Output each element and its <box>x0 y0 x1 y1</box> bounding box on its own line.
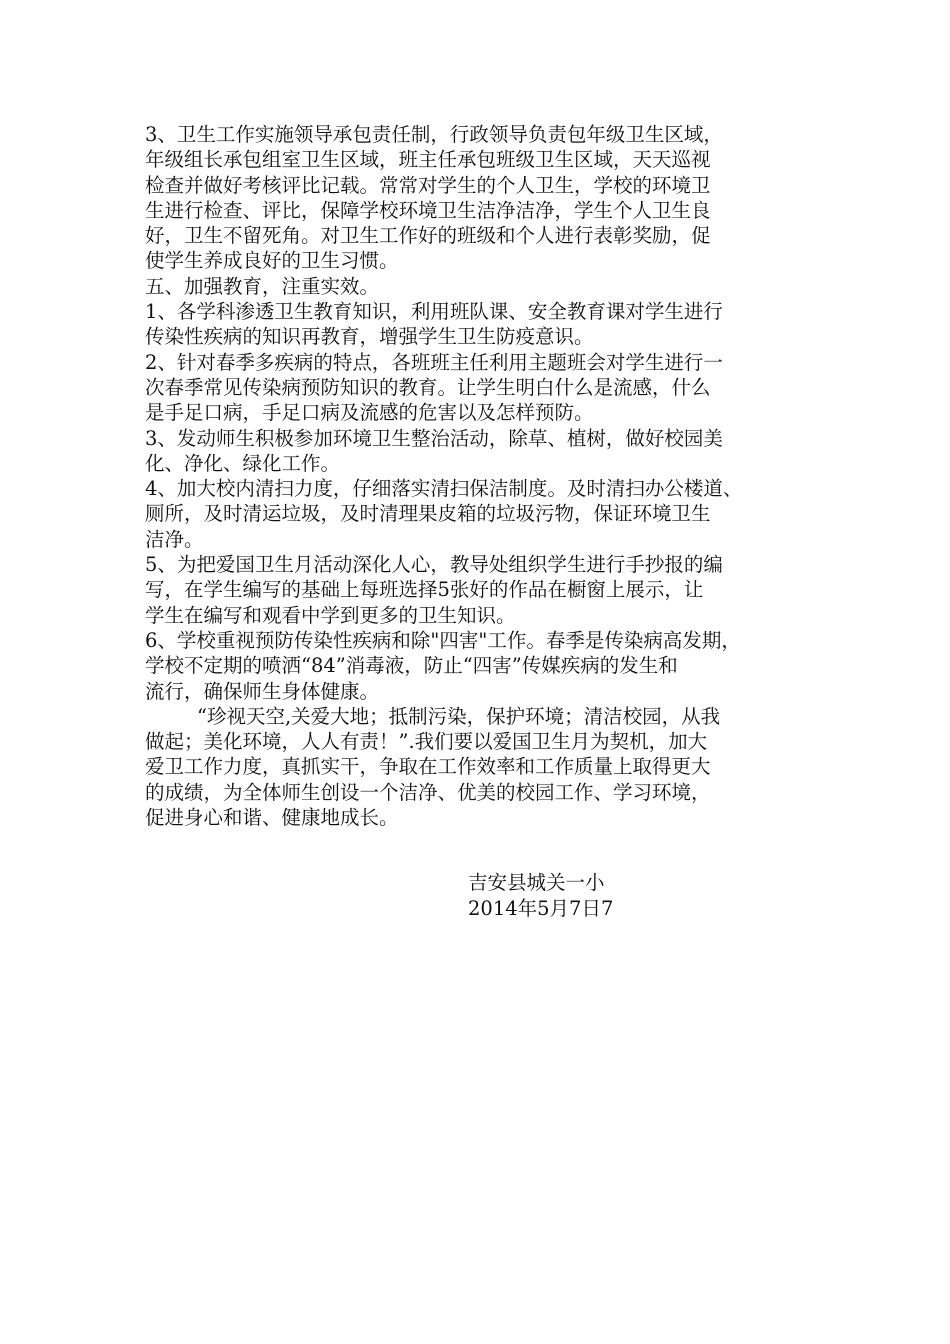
text-line: 好，卫生不留死角。对卫生工作好的班级和个人进行表彰奖励，促 <box>145 224 711 248</box>
text-line: 的成绩，为全体师生创设一个洁净、优美的校园工作、学习环境， <box>145 780 711 804</box>
signature-block <box>468 870 613 922</box>
text-line: 化、净化、绿化工作。 <box>145 451 341 475</box>
section-heading: 五、加强教育，注重实效。 <box>145 274 380 298</box>
text-line: 次春季常见传染病预防知识的教育。让学生明白什么是流感，什么 <box>145 375 711 399</box>
text-line: 3、卫生工作实施领导承包责任制，行政领导负责包年级卫生区域， <box>145 123 723 146</box>
text-line: 1、各学科渗透卫生教育知识，利用班队课、安全教育课对学生进行 <box>145 300 723 324</box>
text-line: 2、针对春季多疾病的特点，各班班主任利用主题班会对学生进行一 <box>145 350 723 374</box>
document-body <box>145 122 825 830</box>
text-line: 使学生养成良好的卫生习惯。 <box>145 249 399 273</box>
text-line: 流行，确保师生身体健康。 <box>145 679 380 703</box>
text-line: 厕所，及时清运垃圾，及时清理果皮箱的垃圾污物，保证环境卫生 <box>145 502 711 526</box>
text-line: 检查并做好考核评比记载。常常对学生的个人卫生，学校的环境卫 <box>145 173 711 197</box>
text-line: 学生在编写和观看中学到更多的卫生知识。 <box>145 603 516 627</box>
text-line: 促进身心和谐、健康地成长。 <box>145 806 399 830</box>
text-line: 5、为把爱国卫生月活动深化人心，教导处组织学生进行手抄报的编 <box>145 553 723 577</box>
text-line: 年级组长承包组室卫生区域，班主任承包班级卫生区域，天天巡视 <box>145 148 711 172</box>
text-line: 学校不定期的喷洒“84”消毒液，防止“四害”传媒疾病的发生和 <box>145 654 678 678</box>
signature-date: 2014年5月7日7 <box>468 897 614 920</box>
signature-organization: 吉安县城关一小 <box>468 871 605 894</box>
text-line: 是手足口病，手足口病及流感的危害以及怎样预防。 <box>145 401 594 425</box>
text-line: 做起；美化环境，人人有责！”.我们要以爱国卫生月为契机，加大 <box>145 730 708 754</box>
text-line: “珍视天空,关爱大地；抵制污染，保护环境；清洁校园，从我 <box>197 704 721 728</box>
text-line: 写，在学生编写的基础上每班选择5张好的作品在橱窗上展示，让 <box>145 578 704 602</box>
text-line: 洁净。 <box>145 527 204 551</box>
text-line: 爱卫工作力度，真抓实干，争取在工作效率和工作质量上取得更大 <box>145 755 711 779</box>
text-line: 6、学校重视预防传染性疾病和除"四害"工作。春季是传染病高发期， <box>145 628 741 652</box>
text-line: 传染性疾病的知识再教育，增强学生卫生防疫意识。 <box>145 325 594 349</box>
text-line: 生进行检查、评比，保障学校环境卫生洁净洁净，学生个人卫生良 <box>145 198 711 222</box>
text-line: 4、加大校内清扫力度，仔细落实清扫保洁制度。及时清扫办公楼道、 <box>145 477 743 501</box>
text-line: 3、发动师生积极参加环境卫生整治活动，除草、植树，做好校园美 <box>145 426 723 450</box>
